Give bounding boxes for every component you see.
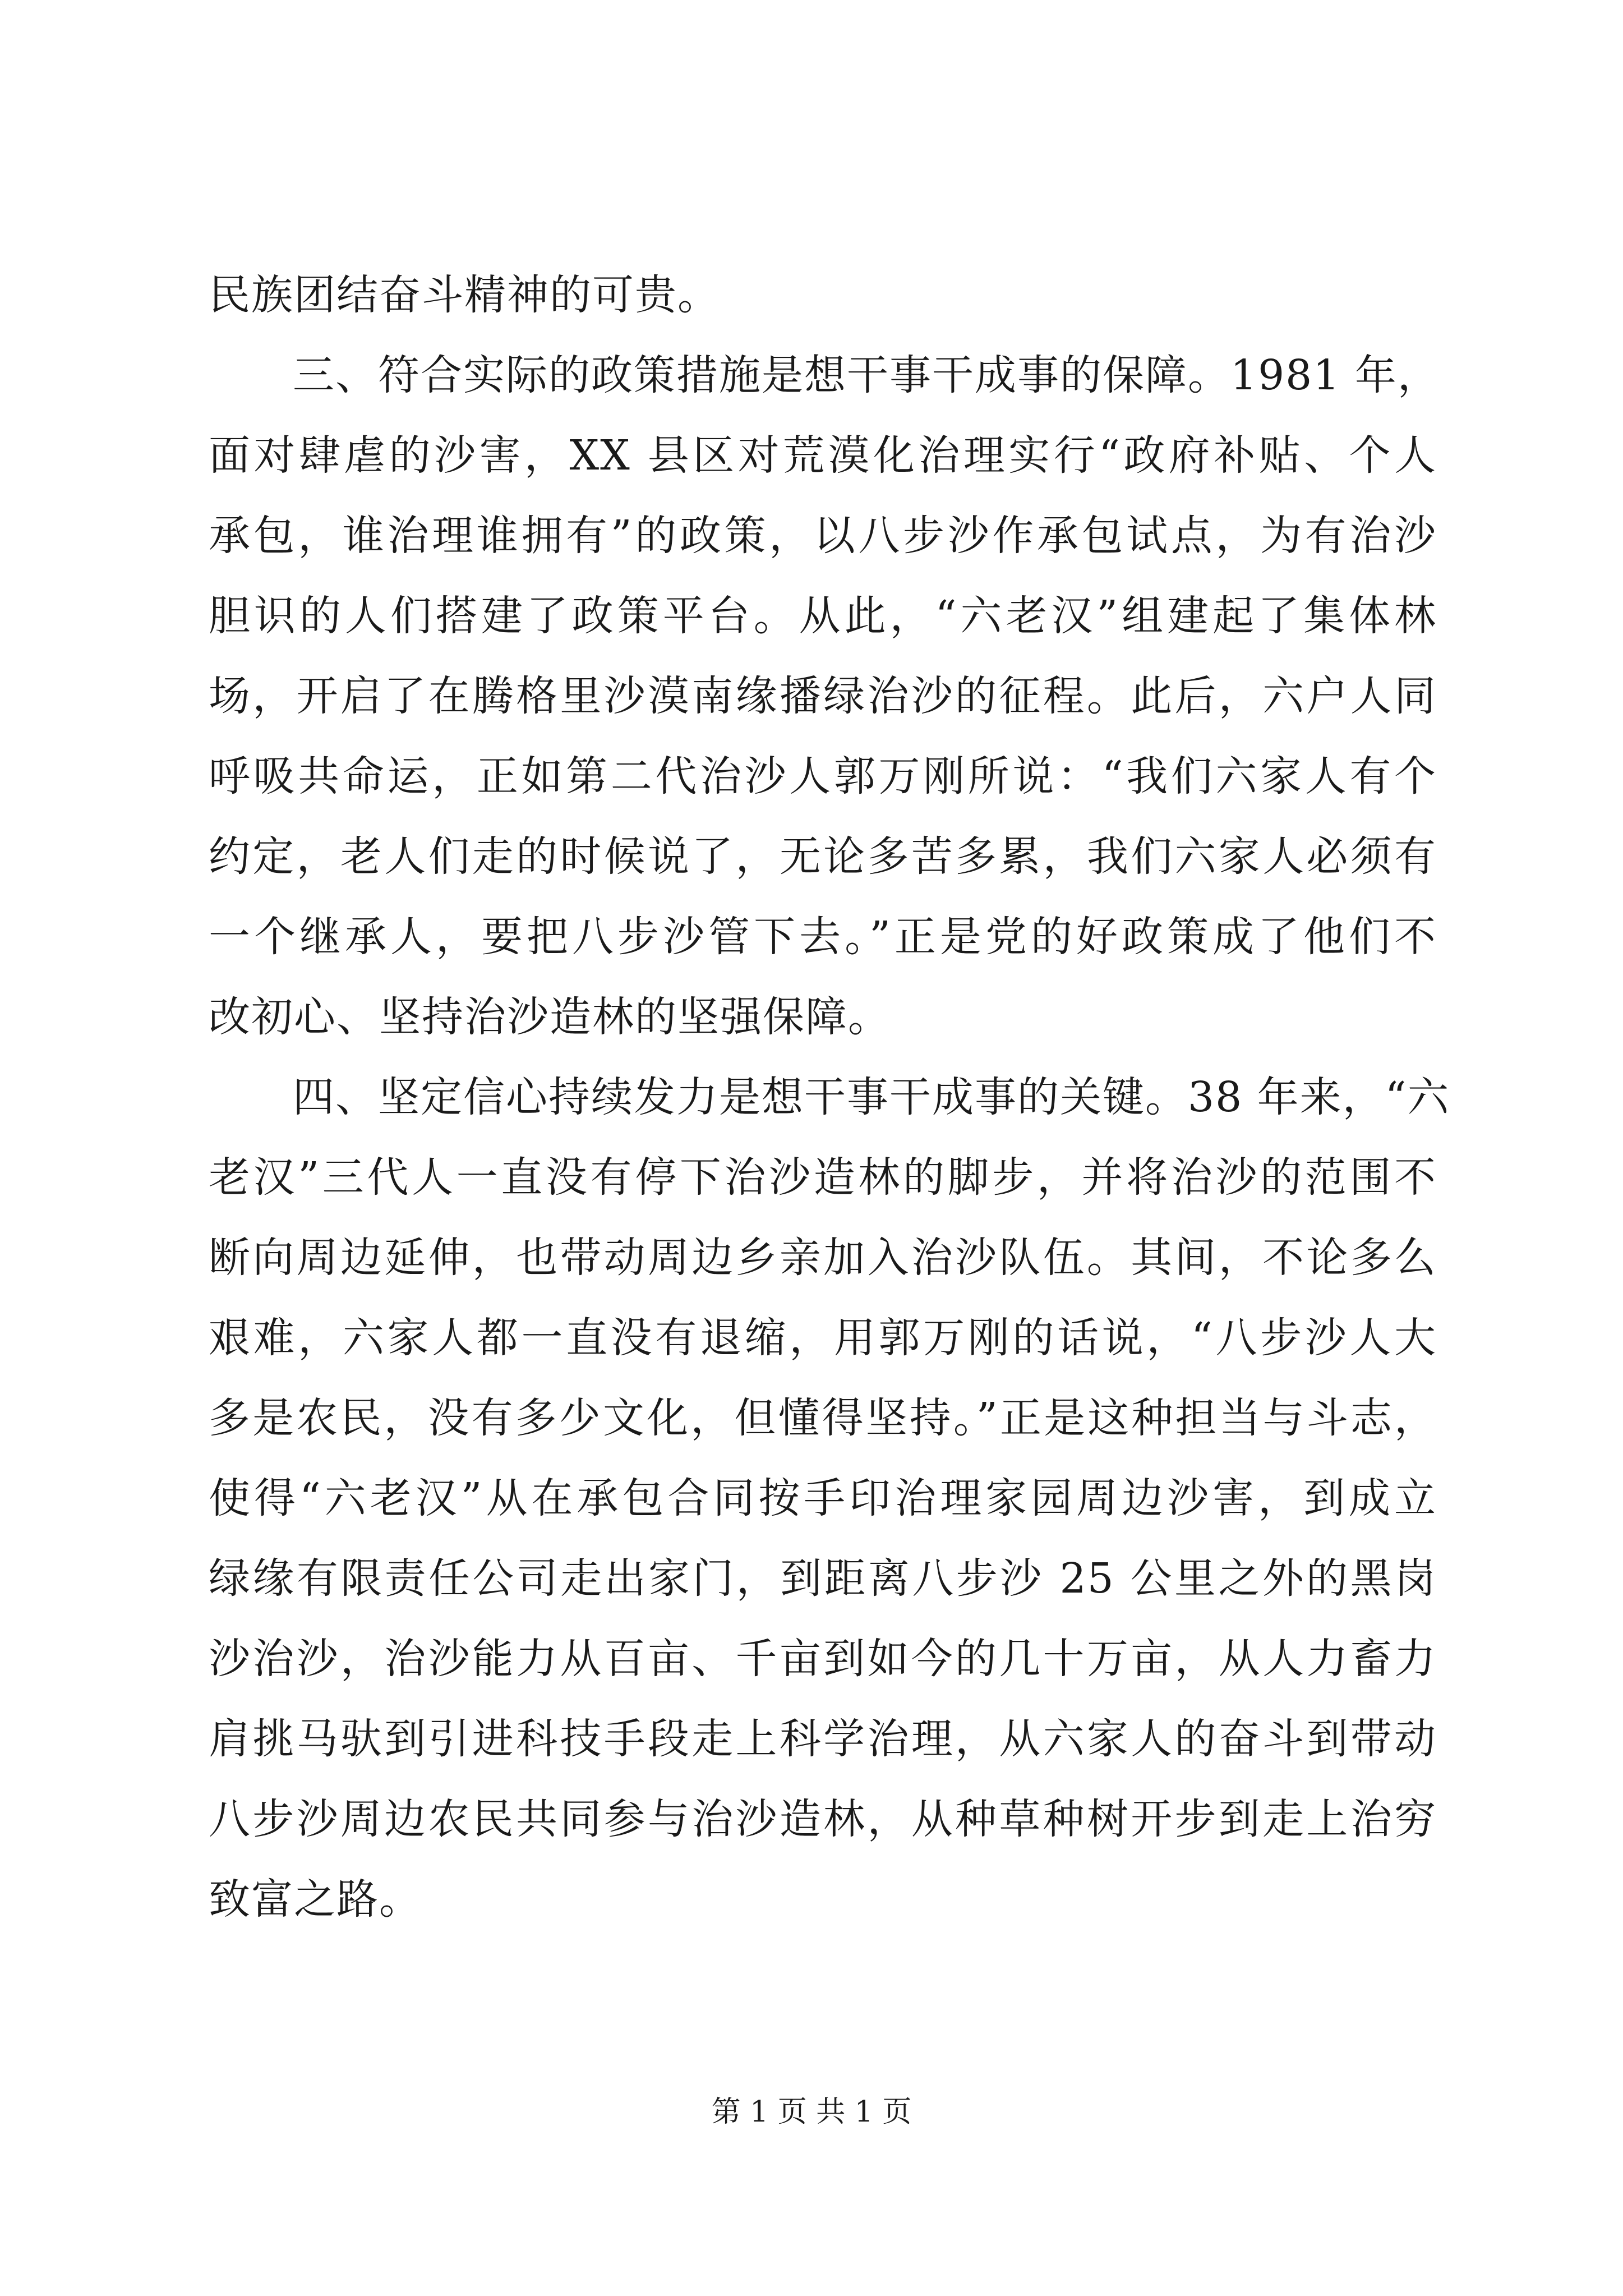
- page-footer: 第 1 页 共 1 页: [711, 2095, 912, 2129]
- text-line: 致富之路。: [209, 1875, 422, 1924]
- text-line: 三、符合实际的政策措施是想干事干成事的保障。1981 年，: [293, 351, 1440, 399]
- text-line: 一个继承人，要把八步沙管下去。”正是党的好政策成了他们不: [209, 913, 1437, 961]
- text-line: 场，开启了在腾格里沙漠南缘播绿治沙的征程。此后，六户人同: [209, 672, 1437, 720]
- text-line: 四、坚定信心持续发力是想干事干成事的关键。38 年来，“六: [293, 1073, 1450, 1121]
- text-line: 多是农民，没有多少文化，但懂得坚持。”正是这种担当与斗志，: [209, 1394, 1437, 1442]
- paragraph: [209, 255, 1437, 335]
- text-line: 约定，老人们走的时候说了，无论多苦多累，我们六家人必须有: [209, 832, 1437, 881]
- text-line: 使得“六老汉”从在承包合同按手印治理家园周边沙害，到成立: [209, 1474, 1437, 1522]
- text-line: 艰难，六家人都一直没有退缩，用郭万刚的话说，“八步沙人大: [209, 1314, 1437, 1362]
- paragraph: [209, 1057, 1450, 1940]
- text-line: 呼吸共命运，正如第二代治沙人郭万刚所说：“我们六家人有个: [209, 752, 1437, 800]
- text-line: 胆识的人们搭建了政策平台。从此，“六老汉”组建起了集体林: [209, 592, 1437, 640]
- text-line: 肩挑马驮到引进科技手段走上科学治理，从六家人的奋斗到带动: [209, 1715, 1437, 1763]
- text-line: 民族团结奋斗精神的可贵。: [209, 271, 720, 319]
- text-line: 断向周边延伸，也带动周边乡亲加入治沙队伍。其间，不论多么: [209, 1234, 1437, 1282]
- paragraph: [209, 335, 1440, 1057]
- text-line: 面对肆虐的沙害，XX 县区对荒漠化治理实行“政府补贴、个人: [209, 431, 1437, 480]
- document-body: [209, 255, 1450, 1940]
- text-line: 八步沙周边农民共同参与治沙造林，从种草种树开步到走上治穷: [209, 1795, 1437, 1843]
- text-line: 承包，谁治理谁拥有”的政策，以八步沙作承包试点，为有治沙: [209, 512, 1437, 560]
- text-line: 沙治沙，治沙能力从百亩、千亩到如今的几十万亩，从人力畜力: [209, 1635, 1437, 1683]
- text-line: 绿缘有限责任公司走出家门，到距离八步沙 25 公里之外的黑岗: [209, 1554, 1437, 1603]
- text-line: 改初心、坚持治沙造林的坚强保障。: [209, 993, 891, 1041]
- text-line: 老汉”三代人一直没有停下治沙造林的脚步，并将治沙的范围不: [209, 1153, 1437, 1202]
